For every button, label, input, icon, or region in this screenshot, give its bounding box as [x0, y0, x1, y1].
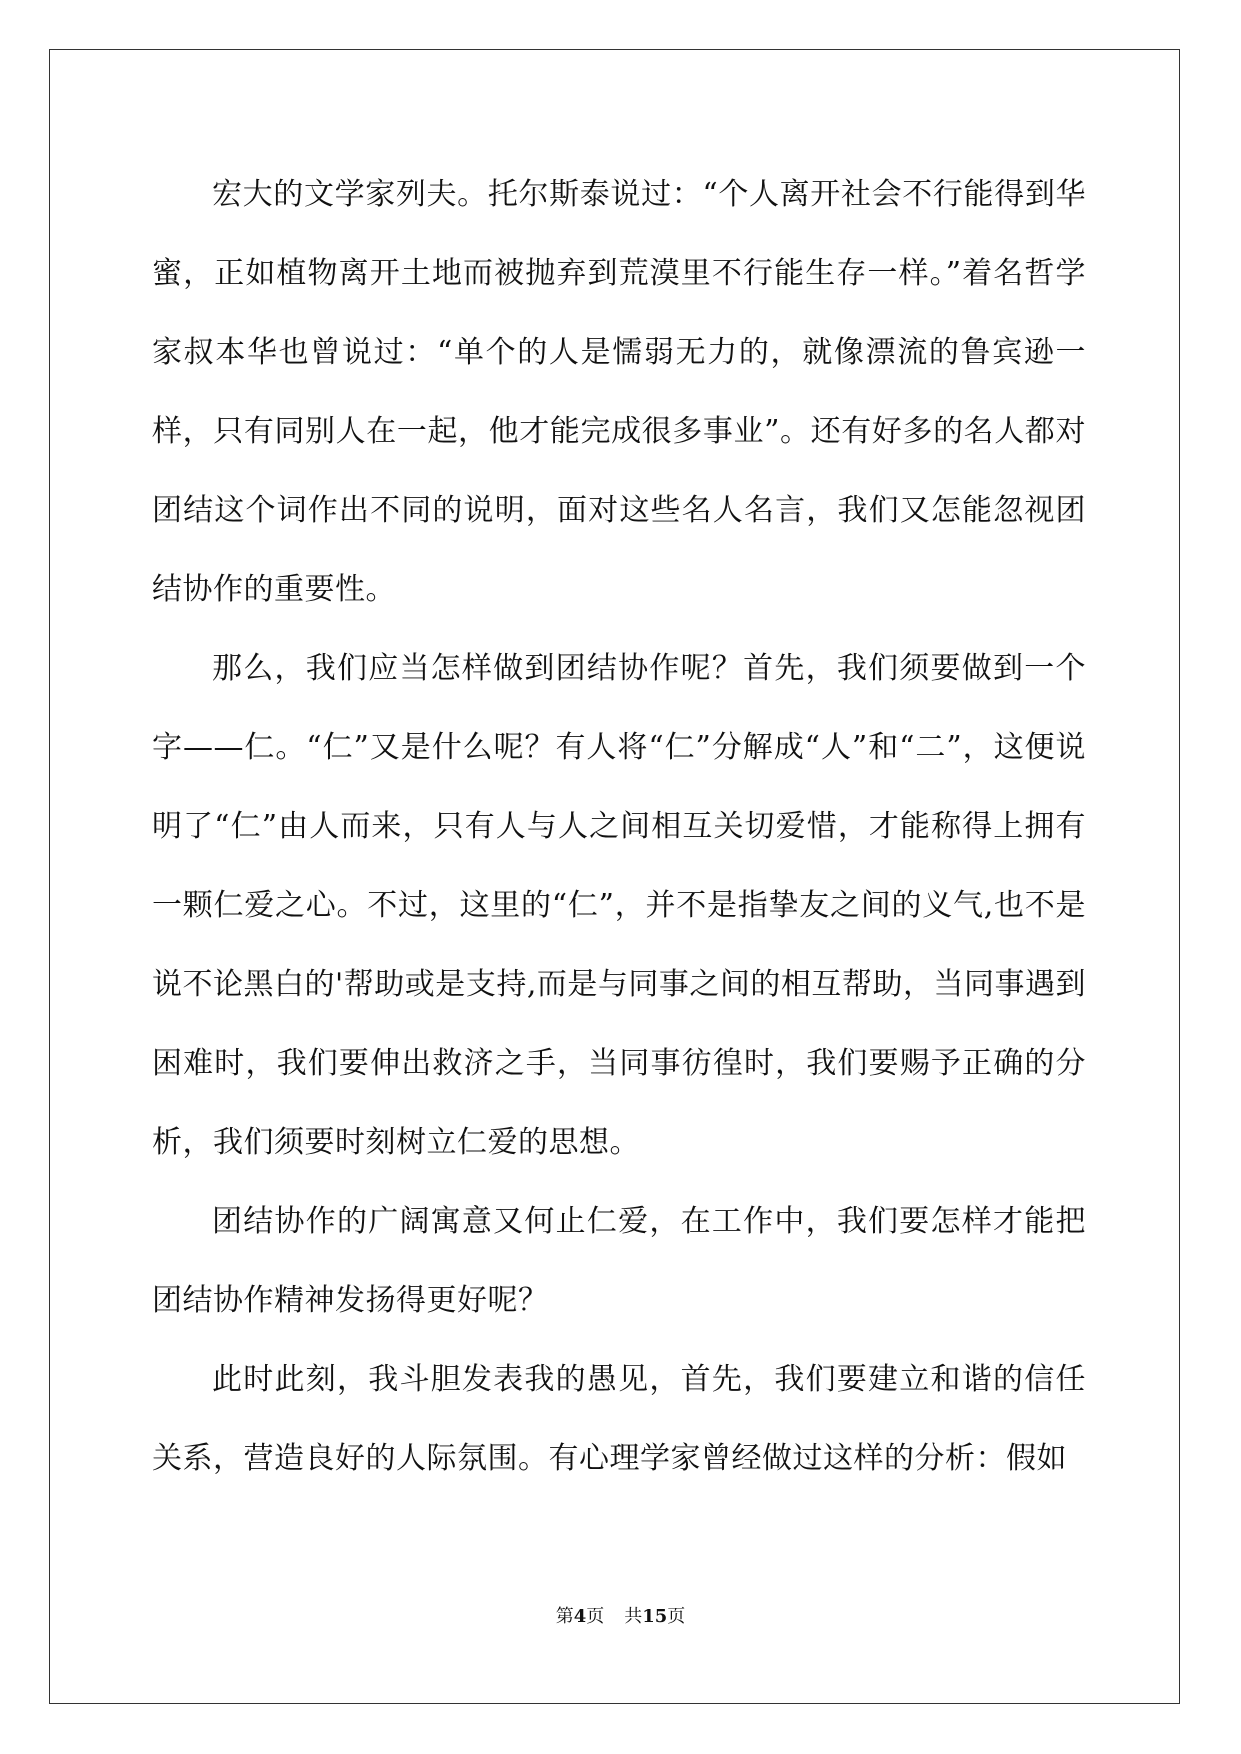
total-prefix: 共 — [624, 1606, 643, 1627]
page-footer — [0, 1602, 1241, 1628]
document-body — [152, 155, 1086, 1498]
page-prefix: 第 — [555, 1606, 574, 1627]
paragraph: 那么，我们应当怎样做到团结协作呢？首先，我们须要做到一个字——仁。“仁”又是什么呢？有人将“仁”分解成“人”和“二”，这便说明了“仁”由人而来，只有人与人之间相互关切爱惜，才能称得上拥有一颗仁爱之心。不过，这里的“仁”，并不是指挚友之间的义气,也不是说不论黑白的'帮助或是支持,而是与同事之间的相互帮助，当同事遇到困难时，我们要伸出救济之手，当同事彷徨时，我们要赐予正确的分析，我们须要时刻树立仁爱的思想。 — [152, 651, 1086, 1160]
total-pages: 15 — [642, 1606, 668, 1627]
page-suffix: 页 — [586, 1606, 605, 1627]
paragraph: 此时此刻，我斗胆发表我的愚见，首先，我们要建立和谐的信任关系，营造良好的人际氛围。有心理学家曾经做过这样的分析：假如 — [152, 1362, 1086, 1476]
page-number: 4 — [573, 1606, 587, 1627]
total-suffix: 页 — [667, 1606, 686, 1627]
paragraph: 宏大的文学家列夫。托尔斯泰说过：“个人离开社会不行能得到华蜜，正如植物离开土地而被抛弃到荒漠里不行能生存一样。”着名哲学家叔本华也曾说过：“单个的人是懦弱无力的，就像漂流的鲁宾逊一样，只有同别人在一起，他才能完成很多事业”。还有好多的名人都对团结这个词作出不同的说明，面对这些名人名言，我们又怎能忽视团结协作的重要性。 — [152, 177, 1086, 607]
paragraph: 团结协作的广阔寓意又何止仁爱，在工作中，我们要怎样才能把团结协作精神发扬得更好呢？ — [152, 1204, 1086, 1318]
